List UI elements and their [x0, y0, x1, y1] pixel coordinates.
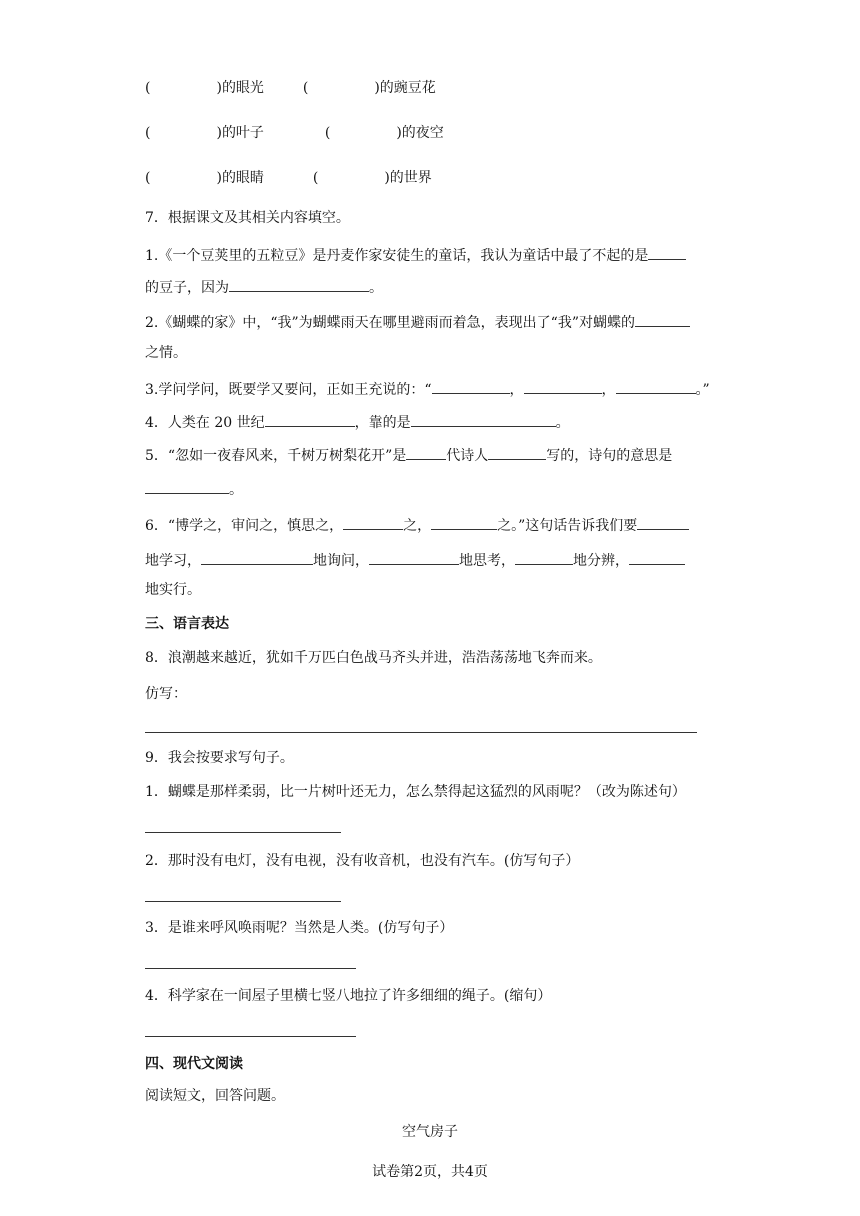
- q9-item-1: 1．蝴蝶是那样柔弱，比一片树叶还无力，怎么禁得起这猛烈的风雨呢？（改为陈述句）: [145, 784, 686, 800]
- q7-item-5-line-1: [145, 444, 672, 466]
- q7-item-6-line-1: [145, 514, 689, 536]
- answer-blank[interactable]: [343, 514, 403, 530]
- question-7-title: 7．根据课文及其相关内容填空。: [145, 210, 350, 226]
- phrase-right: 的豌豆花: [379, 80, 436, 96]
- answer-blank[interactable]: [635, 311, 690, 327]
- answer-line[interactable]: [145, 901, 341, 902]
- answer-blank[interactable]: [648, 244, 686, 260]
- q7-item-1-line-1: [145, 244, 686, 266]
- q7-item-4-text: 4．人类在 20 世纪: [145, 415, 265, 431]
- answer-blank[interactable]: [629, 549, 685, 565]
- phrase-row-3: ( )的眼睛 ( )的世界: [145, 170, 432, 186]
- answer-blank[interactable]: [488, 444, 546, 460]
- question-8-label: 仿写：: [145, 686, 187, 702]
- q7-item-4-text: ，靠的是: [354, 415, 411, 431]
- q7-item-6-line-3: 地实行。: [145, 582, 201, 598]
- question-8-stem: 8．浪潮越来越近，犹如千万匹白色战马齐头并进，浩浩荡荡地飞奔而来。: [145, 650, 602, 666]
- page-footer: 试卷第2页，共4页: [372, 1164, 488, 1180]
- q7-item-1-text: 的豆子，因为: [145, 280, 229, 296]
- q7-item-6-line-2: [145, 549, 685, 571]
- q9-item-2: 2．那时没有电灯，没有电视，没有收音机，也没有汽车。(仿写句子）: [145, 853, 580, 869]
- answer-blank[interactable]: [201, 549, 313, 565]
- q7-item-6-text: 地询问，: [313, 553, 369, 569]
- punct: 。: [229, 482, 243, 498]
- q7-item-2-line-1: [145, 311, 690, 333]
- answer-line[interactable]: [145, 1036, 356, 1037]
- q7-item-1-text: 1.《一个豆荚里的五粒豆》是丹麦作家安徒生的童话，我认为童话中最了不起的是: [145, 248, 649, 264]
- punct: 。: [369, 280, 383, 296]
- answer-blank[interactable]: [515, 549, 573, 565]
- punct: 。”: [695, 382, 710, 398]
- answer-line[interactable]: [145, 832, 341, 833]
- punct: ，: [601, 382, 616, 398]
- section-4-heading: 四、现代文阅读: [145, 1056, 243, 1072]
- q9-item-3: 3．是谁来呼风唤雨呢？当然是人类。(仿写句子）: [145, 920, 454, 936]
- q7-item-1-line-2: [145, 276, 383, 298]
- punct: 。: [555, 415, 570, 431]
- punct: ，: [509, 382, 524, 398]
- q7-item-2-line-2: 之情。: [145, 345, 187, 361]
- answer-line[interactable]: [145, 968, 356, 969]
- reading-intro: 阅读短文，回答问题。: [145, 1088, 285, 1104]
- q7-item-4: [145, 411, 570, 433]
- q7-item-6-text: 之，: [403, 518, 432, 534]
- q7-item-5-text: 5．“忽如一夜春风来，千树万树梨花开”是: [145, 448, 407, 464]
- answer-blank[interactable]: [431, 514, 497, 530]
- answer-blank[interactable]: [411, 411, 556, 427]
- passage-title: 空气房子: [402, 1124, 458, 1140]
- answer-blank[interactable]: [524, 378, 602, 394]
- q7-item-6-text: 之。”这句话告诉我们要: [497, 518, 638, 534]
- q7-item-6-text: 地分辨，: [573, 553, 629, 569]
- answer-blank[interactable]: [265, 411, 355, 427]
- q7-item-3-text: 3.学问学问，既要学又要问，正如王充说的：“: [145, 382, 432, 398]
- q7-item-5-line-2: [145, 478, 243, 500]
- answer-line[interactable]: [145, 732, 697, 733]
- q9-item-4: 4．科学家在一间屋子里横七竖八地拉了许多细细的绳子。(缩句）: [145, 988, 552, 1004]
- question-9-title: 9．我会按要求写句子。: [145, 750, 294, 766]
- q7-item-2-text: 2.《蝴蝶的家》中，“我”为蝴蝶雨天在哪里避雨而着急，表现出了“我”对蝴蝶的: [145, 315, 635, 331]
- phrase-left: 的叶子: [221, 125, 264, 141]
- answer-blank[interactable]: [406, 444, 446, 460]
- answer-blank[interactable]: [616, 378, 696, 394]
- phrase-right: 的世界: [389, 170, 432, 186]
- answer-blank[interactable]: [637, 514, 689, 530]
- q7-item-5-text: 写的，诗句的意思是: [546, 448, 673, 464]
- phrase-left: 的眼光: [221, 80, 264, 96]
- q7-item-3: [145, 378, 710, 400]
- phrase-row-2: ( )的叶子 ( )的夜空: [145, 125, 444, 141]
- answer-blank[interactable]: [432, 378, 510, 394]
- answer-blank[interactable]: [145, 478, 229, 494]
- phrase-left: 的眼睛: [221, 170, 264, 186]
- q7-item-5-text: 代诗人: [446, 448, 489, 464]
- section-3-heading: 三、语言表达: [145, 616, 229, 632]
- answer-blank[interactable]: [229, 276, 369, 292]
- q7-item-6-text: 地学习，: [145, 553, 201, 569]
- q7-item-6-text: 6．“博学之，审问之，慎思之，: [145, 518, 344, 534]
- answer-blank[interactable]: [369, 549, 459, 565]
- q7-item-6-text: 地思考，: [459, 553, 515, 569]
- phrase-row-1: ( )的眼光 ( )的豌豆花: [145, 80, 436, 96]
- phrase-right: 的夜空: [401, 125, 444, 141]
